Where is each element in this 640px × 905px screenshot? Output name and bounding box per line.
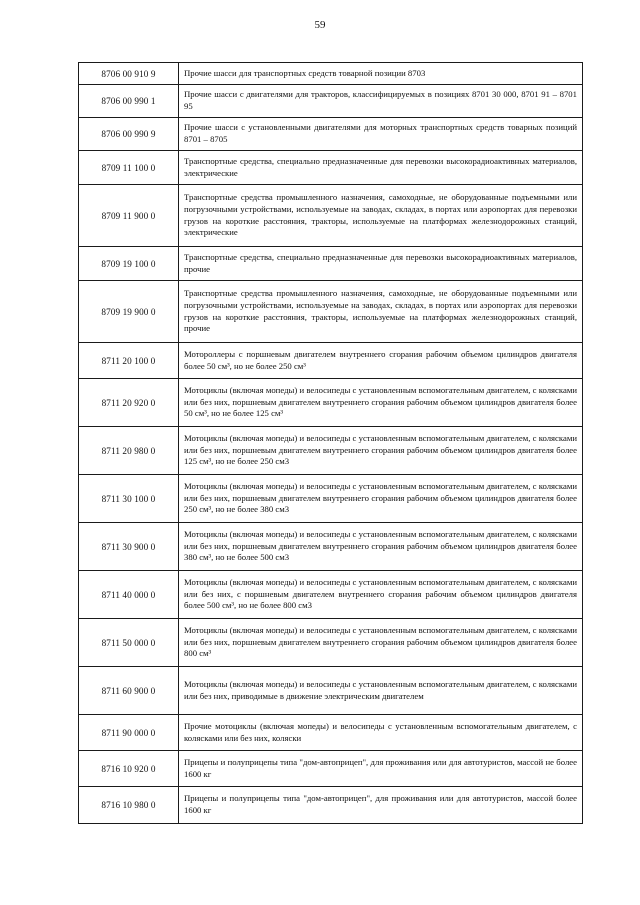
commodity-code-cell: 8716 10 920 0 bbox=[79, 751, 179, 787]
commodity-code-cell: 8711 20 980 0 bbox=[79, 427, 179, 475]
table-row bbox=[79, 185, 583, 247]
table-row bbox=[79, 787, 583, 824]
commodity-description-cell: Прицепы и полуприцепы типа "дом-автоприцеп", для проживания или для автотуристов, массой более 1600 кг bbox=[179, 787, 583, 824]
commodity-description-cell: Мотоциклы (включая мопеды) и велосипеды с установленным вспомогательным двигателем, с колясками или без них, поршневым двигателем внутреннего сгорания рабочим объемом цилиндров двигателя более 250 см³, но не более 380 см3 bbox=[179, 475, 583, 523]
commodity-code-cell: 8709 19 900 0 bbox=[79, 281, 179, 343]
commodity-code-cell: 8711 20 920 0 bbox=[79, 379, 179, 427]
commodity-description-cell: Транспортные средства промышленного назначения, самоходные, не оборудованные подъемными или погрузочными устройствами, используемые на заводах, складах, в портах или аэропортах для перевозки грузов на короткие расстояния, тракторы, используемые на платформах железнодорожных станций, прочие bbox=[179, 281, 583, 343]
table-row bbox=[79, 151, 583, 185]
commodity-description-cell: Транспортные средства, специально предназначенные для перевозки высокорадиоактивных материалов, электрические bbox=[179, 151, 583, 185]
commodity-description-cell: Мотоциклы (включая мопеды) и велосипеды с установленным вспомогательным двигателем, с колясками или без них, поршневым двигателем внутреннего сгорания рабочим объемом цилиндров двигателя более 125 см³, но не более 250 см3 bbox=[179, 427, 583, 475]
table-row bbox=[79, 343, 583, 379]
table-row bbox=[79, 523, 583, 571]
commodity-code-cell: 8709 11 100 0 bbox=[79, 151, 179, 185]
table-row bbox=[79, 85, 583, 118]
commodity-description-cell: Мотоциклы (включая мопеды) и велосипеды с установленным вспомогательным двигателем, с колясками или без них, поршневым двигателем внутреннего сгорания рабочим объемом цилиндров двигателя более 800 см³ bbox=[179, 619, 583, 667]
commodity-code-cell: 8706 00 910 9 bbox=[79, 63, 179, 85]
commodity-description-cell: Мотоциклы (включая мопеды) и велосипеды с установленным вспомогательным двигателем, с колясками или без них, приводимые в движение электрическим двигателем bbox=[179, 667, 583, 715]
commodity-code-cell: 8706 00 990 1 bbox=[79, 85, 179, 118]
commodity-description-cell: Прицепы и полуприцепы типа "дом-автоприцеп", для проживания или для автотуристов, массой не более 1600 кг bbox=[179, 751, 583, 787]
commodity-code-cell: 8711 50 000 0 bbox=[79, 619, 179, 667]
commodity-description-cell: Прочие шасси с установленными двигателями для моторных транспортных средств товарных позиций 8701 – 8705 bbox=[179, 118, 583, 151]
table-row bbox=[79, 715, 583, 751]
commodity-code-cell: 8711 30 900 0 bbox=[79, 523, 179, 571]
table-row bbox=[79, 751, 583, 787]
table-row bbox=[79, 427, 583, 475]
commodity-description-cell: Прочие мотоциклы (включая мопеды) и велосипеды с установленным вспомогательным двигателем, с колясками или без них, коляски bbox=[179, 715, 583, 751]
commodity-code-cell: 8709 19 100 0 bbox=[79, 247, 179, 281]
table-row bbox=[79, 475, 583, 523]
commodity-description-cell: Транспортные средства промышленного назначения, самоходные, не оборудованные подъемными или погрузочными устройствами, используемые на заводах, складах, в портах или аэропортах для перевозки грузов на короткие расстояния, тракторы, используемые на платформах железнодорожных станций, электрические bbox=[179, 185, 583, 247]
commodity-code-cell: 8706 00 990 9 bbox=[79, 118, 179, 151]
table-row bbox=[79, 571, 583, 619]
commodity-description-cell: Мотоциклы (включая мопеды) и велосипеды с установленным вспомогательным двигателем, с колясками или без них, поршневым двигателем внутреннего сгорания рабочим объемом цилиндров двигателя более 380 см³, но не более 500 см3 bbox=[179, 523, 583, 571]
commodity-code-cell: 8709 11 900 0 bbox=[79, 185, 179, 247]
commodity-code-cell: 8711 90 000 0 bbox=[79, 715, 179, 751]
commodity-code-cell: 8711 30 100 0 bbox=[79, 475, 179, 523]
commodity-code-cell: 8711 20 100 0 bbox=[79, 343, 179, 379]
tariff-code-table bbox=[78, 62, 583, 824]
commodity-description-cell: Мотоциклы (включая мопеды) и велосипеды с установленным вспомогательным двигателем, с колясками или без них, с поршневым двигателем внутреннего сгорания рабочим объемом цилиндров двигателя более 500 см³, но не более 800 см3 bbox=[179, 571, 583, 619]
table-row bbox=[79, 63, 583, 85]
commodity-description-cell: Транспортные средства, специально предназначенные для перевозки высокорадиоактивных материалов, прочие bbox=[179, 247, 583, 281]
table-row bbox=[79, 619, 583, 667]
commodity-code-cell: 8711 40 000 0 bbox=[79, 571, 179, 619]
commodity-description-cell: Мотороллеры с поршневым двигателем внутреннего сгорания рабочим объемом цилиндров двигателя более 50 см³, но не более 250 см³ bbox=[179, 343, 583, 379]
commodity-code-cell: 8716 10 980 0 bbox=[79, 787, 179, 824]
table-row bbox=[79, 118, 583, 151]
commodity-description-cell: Прочие шасси с двигателями для тракторов, классифицируемых в позициях 8701 30 000, 8701 91 – 8701 95 bbox=[179, 85, 583, 118]
commodity-code-cell: 8711 60 900 0 bbox=[79, 667, 179, 715]
table-row bbox=[79, 247, 583, 281]
table-body bbox=[79, 63, 583, 824]
commodity-description-cell: Мотоциклы (включая мопеды) и велосипеды с установленным вспомогательным двигателем, с колясками или без них, поршневым двигателем внутреннего сгорания рабочим объемом цилиндров двигателя более 50 см³, но не более 125 см³ bbox=[179, 379, 583, 427]
commodity-description-cell: Прочие шасси для транспортных средств товарной позиции 8703 bbox=[179, 63, 583, 85]
table-row bbox=[79, 281, 583, 343]
table-row bbox=[79, 667, 583, 715]
table-row bbox=[79, 379, 583, 427]
page-number: 59 bbox=[314, 19, 326, 31]
